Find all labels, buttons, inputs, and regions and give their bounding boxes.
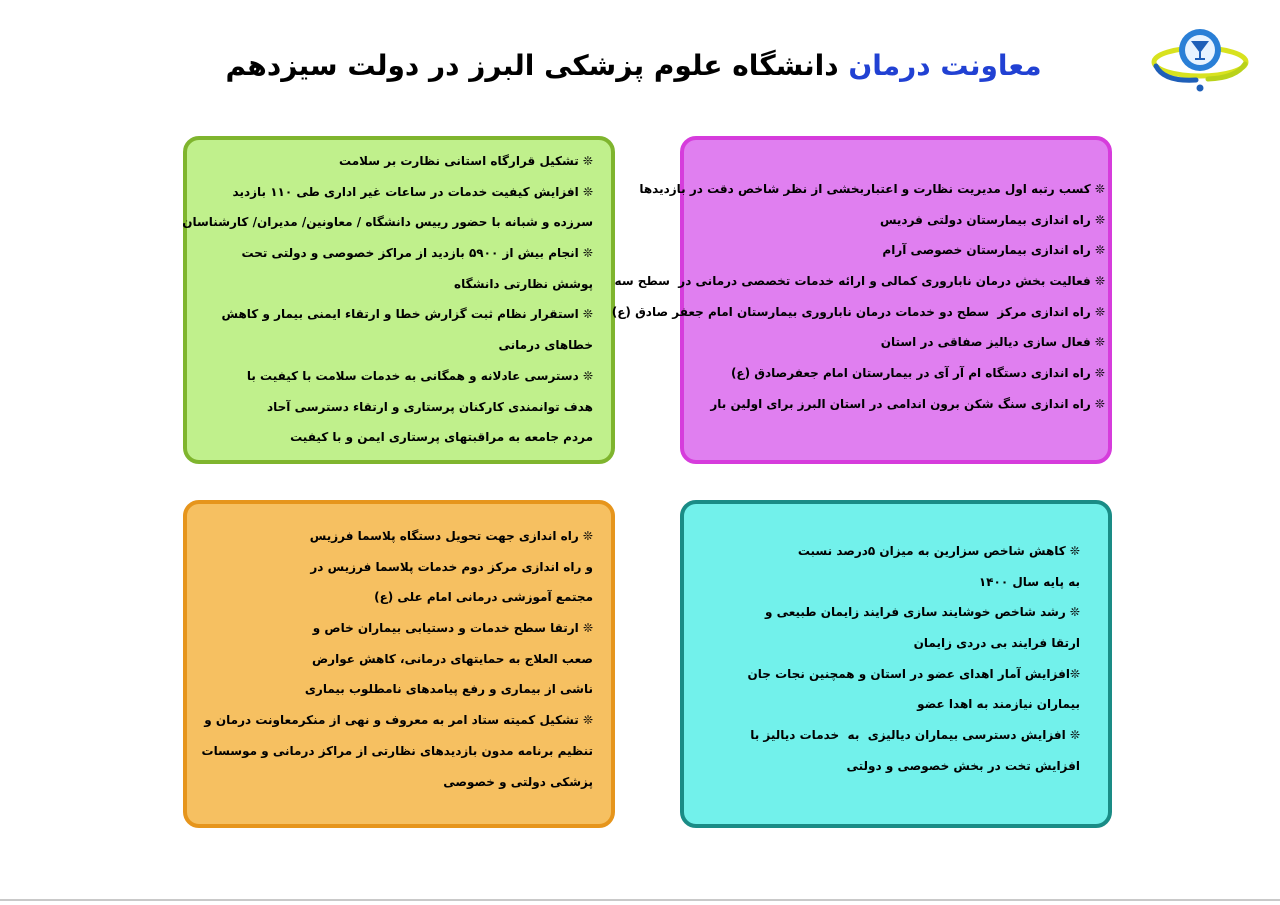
- panel-line: ❊ راه اندازی بیمارستان دولتی فردیس: [879, 212, 1105, 227]
- panel-line: ❊ کاهش شاخص سزارین به میزان ۵درصد نسبت: [797, 544, 1080, 558]
- panel-hospitals: [611, 136, 1112, 464]
- panel-line: مجتمع آموزشی درمانی امام علی (ع): [374, 590, 593, 605]
- panel-line: ❊ تشکیل قرارگاه استانی نظارت بر سلامت: [339, 154, 593, 168]
- panel-services: [183, 500, 615, 828]
- panel-line: ❊ فعال سازی دیالیز صفاقی در استان: [880, 335, 1105, 350]
- panel-line: صعب العلاج به حمایتهای درمانی، کاهش عوارض: [312, 651, 593, 666]
- panel-line: پزشکی دولتی و خصوصی: [443, 774, 593, 789]
- panel-line: به پایه سال ۱۴۰۰: [978, 574, 1080, 589]
- panel-line: ❊ رشد شاخص خوشایند سازی فرایند زایمان طبیعی و: [764, 605, 1080, 620]
- panel-line: ❊ راه اندازی بیمارستان خصوصی آرام: [882, 243, 1105, 258]
- panel-line: ناشی از بیماری و رفع پیامدهای نامطلوب بیماری: [304, 682, 593, 697]
- panel-line: ❊ راه اندازی مرکز سطح دو خدمات درمان ناباروری بیمارستان امام جعفر صادق (ع): [611, 304, 1105, 319]
- panel-line: ❊ فعالیت بخش درمان ناباروری کمالی و ارائه خدمات تخصصی درمانی در سطح سه: [614, 274, 1105, 289]
- panel-line: ❊ کسب رتبه اول مدیریت نظارت و اعتباربخشی از نظر شاخص دقت در بازدیدها: [639, 182, 1105, 196]
- panel-line: ❊ دسترسی عادلانه و همگانی به خدمات سلامت با کیفیت با: [246, 368, 593, 383]
- panel-line: بیماران نیازمند به اهدا عضو: [917, 697, 1080, 712]
- panel-line: ❊افزایش آمار اهدای عضو در استان و همچنین نجات جان: [747, 666, 1080, 681]
- title-rest: دانشگاه علوم پزشکی البرز در دولت سیزدهم: [225, 49, 839, 82]
- panel-line: ❊ راه اندازی دستگاه ام آر آی در بیمارستان امام جعفرصادق (ع): [730, 366, 1105, 381]
- title-highlight: معاونت درمان: [848, 49, 1042, 82]
- panel-supervision: [183, 136, 615, 464]
- panel-line: پوشش نظارتی دانشگاه: [454, 276, 593, 291]
- panel-line: مردم جامعه به مراقبتهای پرستاری ایمن و با کیفیت: [290, 430, 593, 445]
- bottom-divider: [0, 899, 1280, 901]
- panel-line: ❊ استقرار نظام ثبت گزارش خطا و ارتقاء ایمنی بیمار و کاهش: [221, 307, 593, 322]
- panel-line: و راه اندازی مرکز دوم خدمات پلاسما فرزیس در: [310, 559, 593, 574]
- panel-line: ارتقا فرایند بی دردی زایمان: [913, 636, 1080, 651]
- panel-line: خطاهای درمانی: [498, 338, 593, 353]
- panel-line: ❊ افزایش دسترسی بیماران دیالیزی به خدمات دیالیز با: [750, 728, 1080, 743]
- panel-line: ❊ تشکیل کمیته ستاد امر به معروف و نهی از منکرمعاونت درمان و: [204, 713, 593, 728]
- panel-line: ❊ ارتقا سطح خدمات و دستیابی بیماران خاص و: [312, 621, 593, 636]
- university-emblem-icon: [1150, 20, 1250, 94]
- panel-line: افزایش تخت در بخش خصوصی و دولتی: [846, 758, 1080, 773]
- panel-line: تنظیم برنامه مدون بازدیدهای نظارتی از مراکز درمانی و موسسات: [201, 743, 593, 758]
- panel-line: ❊ راه اندازی جهت تحویل دستگاه پلاسما فرزیس: [309, 529, 593, 543]
- panel-line: سرزده و شبانه با حضور رییس دانشگاه / معاونین/ مدیران/ کارشناسان: [182, 215, 593, 230]
- panel-line: ❊ انجام بیش از ۵۹۰۰ بازدید از مراکز خصوصی و دولتی تحت: [241, 246, 593, 261]
- panel-line: ❊ افزایش کیفیت خدمات در ساعات غیر اداری طی ۱۱۰ بازدید: [232, 184, 593, 199]
- panel-line: هدف توانمندی کارکنان پرستاری و ارتقاء دسترسی آحاد: [266, 399, 593, 414]
- panel-line: ❊ راه اندازی سنگ شکن برون اندامی در استان البرز برای اولین بار: [710, 396, 1105, 411]
- page-title: [150, 44, 1117, 88]
- panel-indicators: [680, 500, 1112, 828]
